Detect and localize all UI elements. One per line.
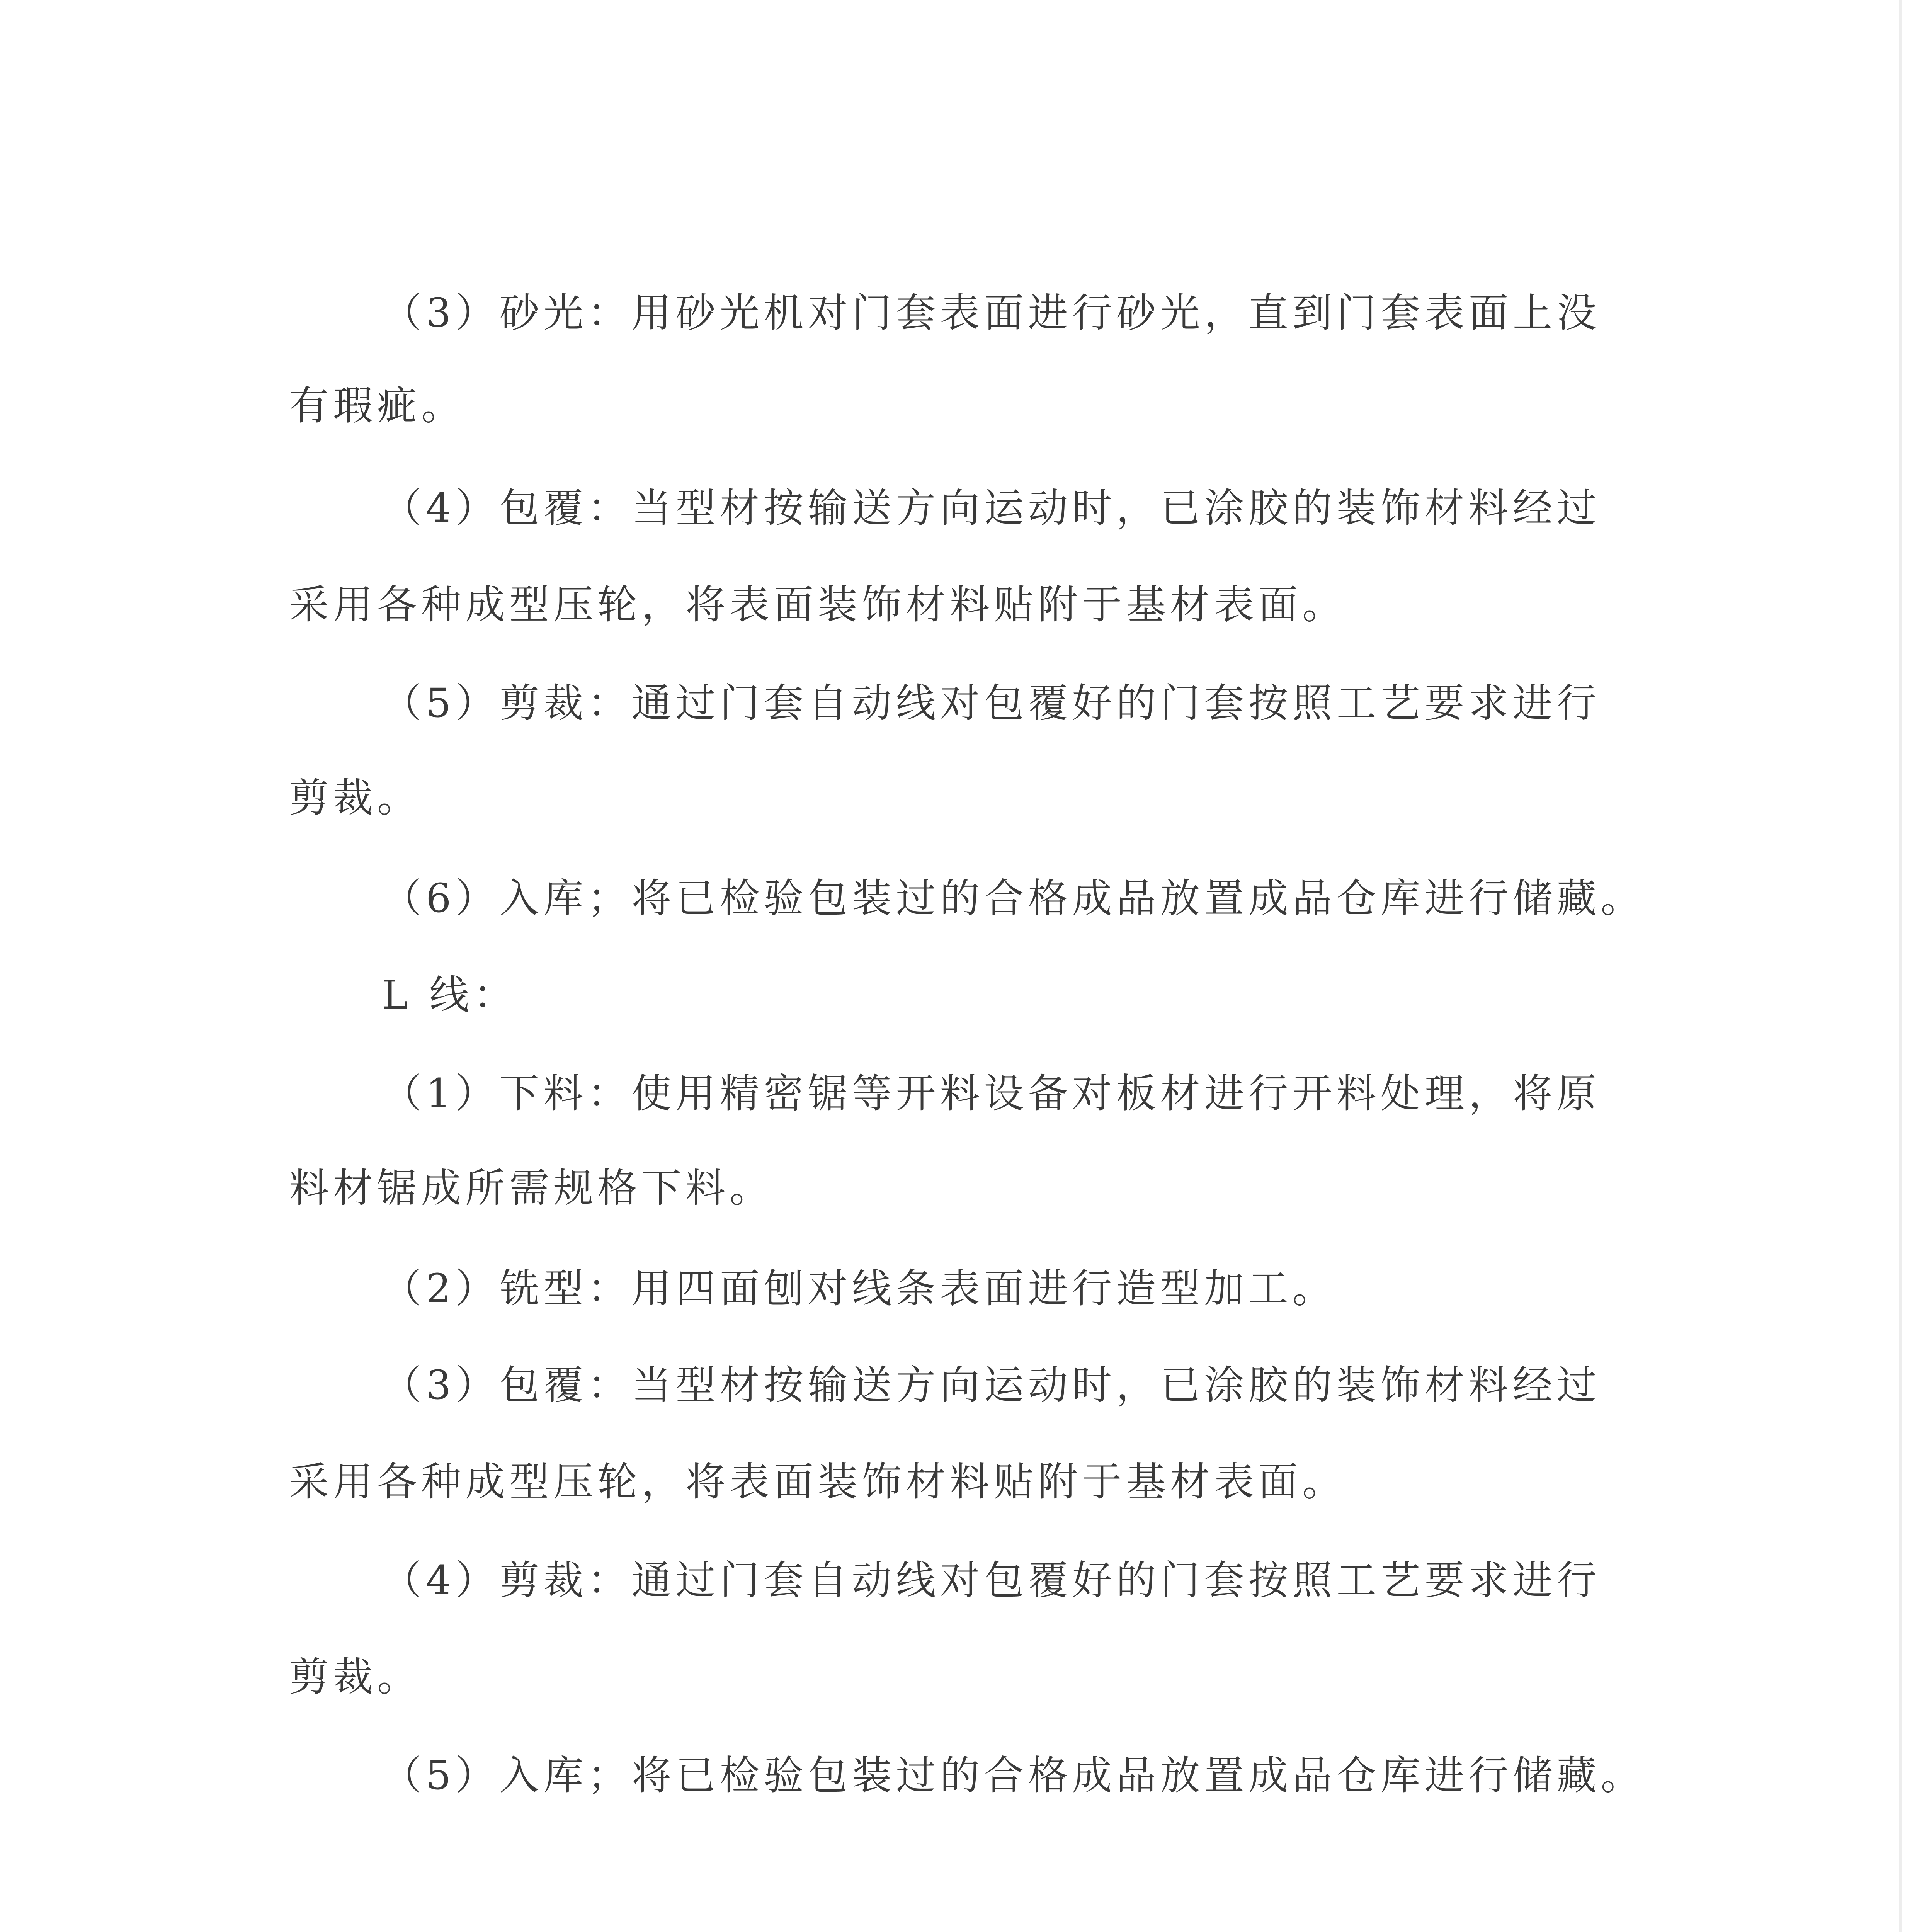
paragraph-line: （4）剪裁：通过门套自动线对包覆好的门套按照工艺要求进行	[382, 1557, 1601, 1604]
paragraph-line: （3）砂光：用砂光机对门套表面进行砂光，直到门套表面上没	[382, 290, 1601, 336]
section-heading: L 线：	[382, 972, 518, 1018]
paragraph-line: 剪裁。	[289, 1654, 421, 1700]
paragraph-line: （5）剪裁：通过门套自动线对包覆好的门套按照工艺要求进行	[382, 680, 1601, 726]
paragraph-line: 剪裁。	[289, 775, 421, 821]
paragraph-line: 采用各种成型压轮，将表面装饰材料贴附于基材表面。	[289, 582, 1346, 628]
paragraph-line: （6）入库；将已检验包装过的合格成品放置成品仓库进行储藏。	[382, 875, 1645, 922]
paragraph-line: （2）铣型：用四面刨对线条表面进行造型加工。	[382, 1265, 1337, 1312]
paragraph-line: 有瑕疵。	[289, 383, 465, 429]
paragraph-line: （4）包覆：当型材按输送方向运动时，已涂胶的装饰材料经过	[382, 485, 1601, 531]
paragraph-line: 料材锯成所需规格下料。	[289, 1165, 774, 1211]
paragraph-line: （3）包覆：当型材按输送方向运动时，已涂胶的装饰材料经过	[382, 1362, 1601, 1408]
paragraph-line: （5）入库；将已检验包装过的合格成品放置成品仓库进行储藏。	[382, 1752, 1645, 1799]
scan-edge	[1899, 0, 1902, 1932]
paragraph-line: 采用各种成型压轮，将表面装饰材料贴附于基材表面。	[289, 1459, 1346, 1505]
paragraph-line: （1）下料：使用精密锯等开料设备对板材进行开料处理，将原	[382, 1070, 1601, 1117]
